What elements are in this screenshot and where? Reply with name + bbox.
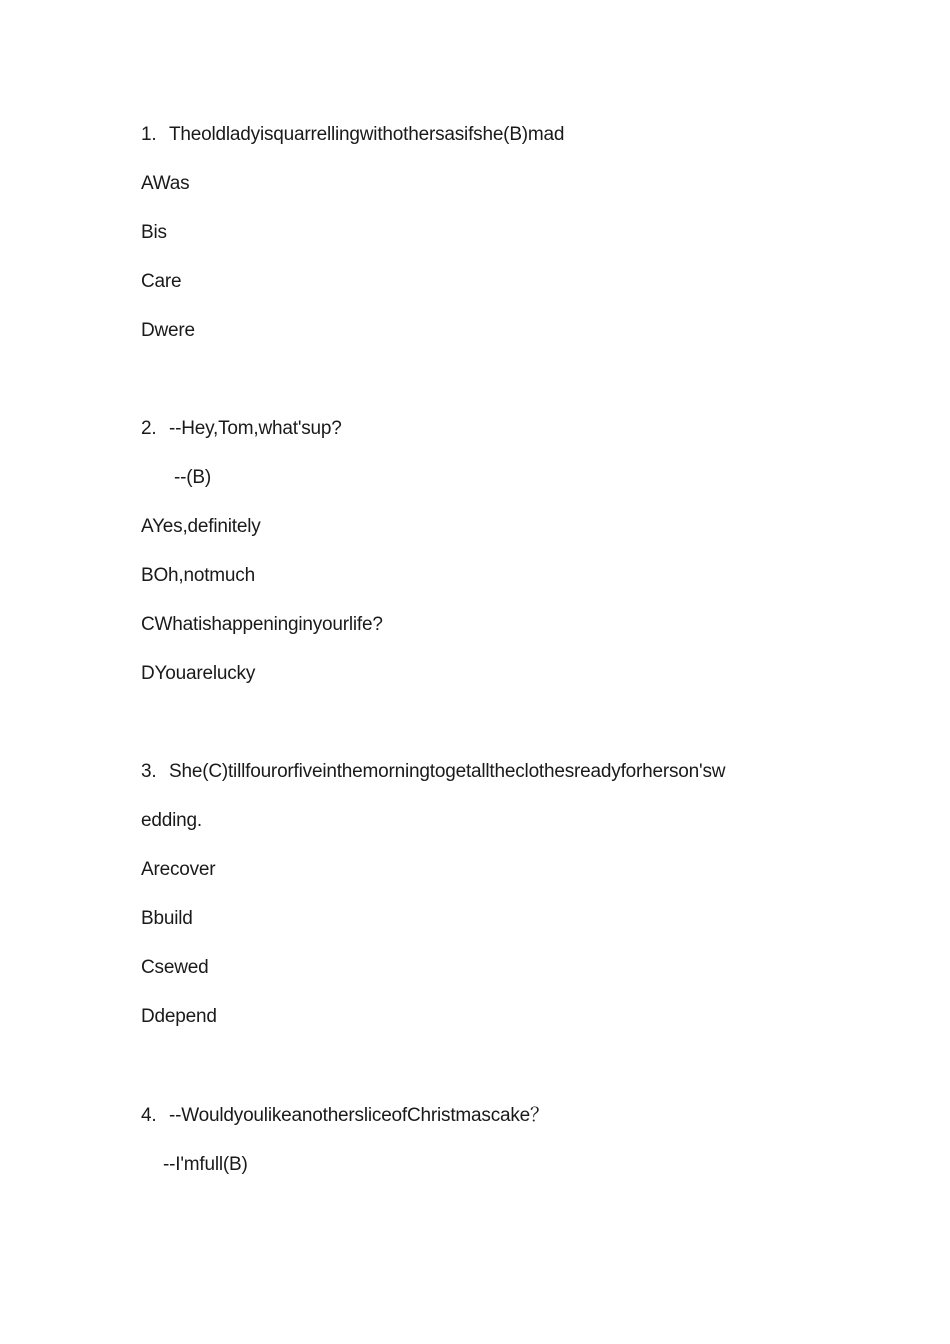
question-3-stem bbox=[141, 760, 725, 784]
question-4-reply: --I'mfull(B) bbox=[163, 1154, 248, 1175]
question-4-stem bbox=[141, 1104, 549, 1128]
question-3-option-a: Arecover bbox=[141, 859, 216, 880]
question-text: --Hey,Tom,what'sup? bbox=[169, 418, 342, 439]
question-text: Theoldladyisquarrellingwithothersasifshe(B)mad bbox=[169, 124, 565, 145]
question-1-option-c: Care bbox=[141, 271, 182, 292]
question-2-option-d: DYouarelucky bbox=[141, 663, 256, 684]
question-1-option-a: AWas bbox=[141, 173, 190, 194]
question-1-option-b: Bis bbox=[141, 222, 167, 243]
question-1-stem bbox=[141, 123, 564, 147]
question-number: 1. bbox=[141, 124, 157, 145]
question-2-option-b: BOh,notmuch bbox=[141, 565, 255, 586]
question-text: --WouldyoulikeanothersliceofChristmascake？ bbox=[169, 1105, 549, 1126]
question-3-stem-continued: edding. bbox=[141, 810, 202, 831]
question-number: 4. bbox=[141, 1105, 157, 1126]
question-2-option-a: AYes,definitely bbox=[141, 516, 261, 537]
question-2-option-c: CWhatishappeninginyourlife? bbox=[141, 614, 383, 635]
question-1-option-d: Dwere bbox=[141, 320, 195, 341]
question-3-option-d: Ddepend bbox=[141, 1006, 217, 1027]
question-3-option-c: Csewed bbox=[141, 957, 209, 978]
question-2-reply: --(B) bbox=[174, 467, 211, 488]
question-2-stem bbox=[141, 417, 342, 441]
question-number: 2. bbox=[141, 418, 157, 439]
question-text: She(C)tillfourorfiveinthemorningtogetalltheclothesreadyforherson'sw bbox=[169, 761, 726, 782]
question-number: 3. bbox=[141, 761, 157, 782]
question-3-option-b: Bbuild bbox=[141, 908, 193, 929]
